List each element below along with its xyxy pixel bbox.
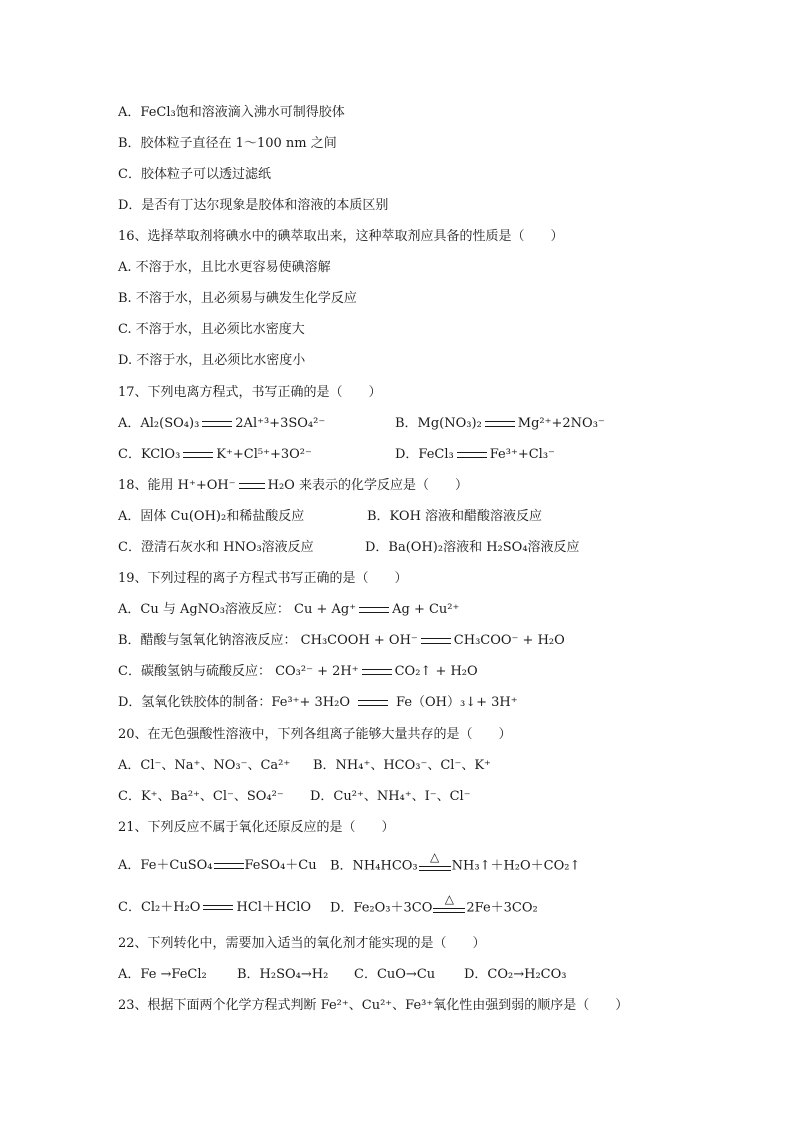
equals-sign <box>457 452 487 458</box>
q16-option-b: B. 不溶于水，且必须易与碘发生化学反应 <box>118 291 357 306</box>
equals-sign <box>485 421 515 427</box>
q17-option-b: B．Mg(NO₃)₂ Mg²⁺+2NO₃⁻ <box>395 416 605 431</box>
q22-option-b: B．H₂SO₄→H₂ <box>237 967 329 982</box>
q20-option-a: A．Cl⁻、Na⁺、NO₃⁻、Ca²⁺ <box>118 758 291 773</box>
q19-option-c: C．碳酸氢钠与硫酸反应： CO₃²⁻ + 2H⁺ CO₂↑ + H₂O <box>118 664 478 679</box>
q23-stem: 23、根据下面两个化学方程式判断 Fe²⁺、Cu²⁺、Fe³⁺氧化性由强到弱的顺序是（ ） <box>118 998 629 1013</box>
q19-option-d: D．氢氧化铁胶体的制备：Fe³⁺+ 3H₂O Fe（OH）₃↓+ 3H⁺ <box>118 695 518 710</box>
q18-option-d: D．Ba(OH)₂溶液和 H₂SO₄溶液反应 <box>365 540 580 555</box>
q18-option-b: B．KOH 溶液和醋酸溶液反应 <box>367 509 543 524</box>
q15-option-a: A．FeCl₃饱和溶液滴入沸水可制得胶体 <box>118 105 345 120</box>
reversible-arrow-icon <box>203 904 233 912</box>
equals-sign <box>421 638 451 644</box>
q21-option-b: B．NH₄HCO₃ △ NH₃↑＋H₂O＋CO₂↑ <box>330 850 581 874</box>
heating-equals-sign <box>433 892 465 917</box>
q16-option-c: C. 不溶于水，且必须比水密度大 <box>118 322 305 337</box>
q21-stem: 21、下列反应不属于氧化还原反应的是（ ） <box>118 820 395 835</box>
equals-sign <box>202 421 232 427</box>
equals-sign <box>362 669 392 675</box>
q22-option-a: A．Fe →FeCl₂ <box>118 967 207 982</box>
equals-sign <box>239 483 265 489</box>
q22-option-c: C．CuO→Cu <box>354 967 436 982</box>
q21-option-a: A．Fe＋CuSO₄ FeSO₄＋Cu <box>118 858 317 873</box>
q16-stem: 16、选择萃取剂将碘水中的碘萃取出来，这种萃取剂应具备的性质是（ ） <box>118 229 564 244</box>
q21-option-d: D．Fe₂O₃＋3CO △ 2Fe＋3CO₂ <box>330 892 538 916</box>
q18-stem: 18、能用 H⁺+OH⁻ H₂O 来表示的化学反应是（ ） <box>118 478 468 493</box>
q22-stem: 22、下列转化中，需要加入适当的氧化剂才能实现的是（ ） <box>118 936 486 951</box>
q20-stem: 20、在无色强酸性溶液中，下列各组离子能够大量共存的是（ ） <box>118 727 512 742</box>
heating-equals-sign <box>419 850 451 875</box>
q19-option-a: A．Cu 与 AgNO₃溶液反应： Cu + Ag⁺ Ag + Cu²⁺ <box>118 602 460 617</box>
q16-option-d: D. 不溶于水，且必须比水密度小 <box>118 353 306 368</box>
q18-option-c: C．澄清石灰水和 HNO₃溶液反应 <box>118 540 314 555</box>
q17-option-c: C．KClO₃ K⁺+Cl⁵⁺+3O²⁻ <box>118 447 312 462</box>
q20-option-b: B．NH₄⁺、HCO₃⁻、Cl⁻、K⁺ <box>313 758 491 773</box>
q22-option-d: D．CO₂→H₂CO₃ <box>464 967 567 982</box>
heat-triangle-icon: △ <box>430 850 440 864</box>
q17-option-a: A．Al₂(SO₄)₃ 2Al⁺³+3SO₄²⁻ <box>118 416 326 431</box>
q21-option-c: C．Cl₂＋H₂O HCl＋HClO <box>118 900 312 915</box>
q17-stem: 17、下列电离方程式，书写正确的是（ ） <box>118 385 382 400</box>
q16-option-a: A. 不溶于水，且比水更容易使碘溶解 <box>118 260 331 275</box>
equals-sign <box>358 700 388 706</box>
q15-option-c: C．胶体粒子可以透过滤纸 <box>118 167 271 182</box>
q20-option-d: D．Cu²⁺、NH₄⁺、I⁻、Cl⁻ <box>310 789 471 804</box>
q15-option-d: D．是否有丁达尔现象是胶体和溶液的本质区别 <box>118 198 389 213</box>
equals-sign <box>183 452 213 458</box>
equals-sign <box>359 607 389 613</box>
q18-option-a: A．固体 Cu(OH)₂和稀盐酸反应 <box>118 509 305 524</box>
heat-triangle-icon: △ <box>444 892 454 906</box>
q15-option-b: B．胶体粒子直径在 1～100 nm 之间 <box>118 136 337 151</box>
equals-sign <box>214 863 244 869</box>
q20-option-c: C．K⁺、Ba²⁺、Cl⁻、SO₄²⁻ <box>118 789 284 804</box>
q17-option-d: D．FeCl₃ Fe³⁺+Cl₃⁻ <box>395 447 555 462</box>
q19-option-b: B．醋酸与氢氧化钠溶液反应： CH₃COOH + OH⁻ CH₃COO⁻ + H₂O <box>118 633 565 648</box>
q19-stem: 19、下列过程的离子方程式书写正确的是（ ） <box>118 571 408 586</box>
